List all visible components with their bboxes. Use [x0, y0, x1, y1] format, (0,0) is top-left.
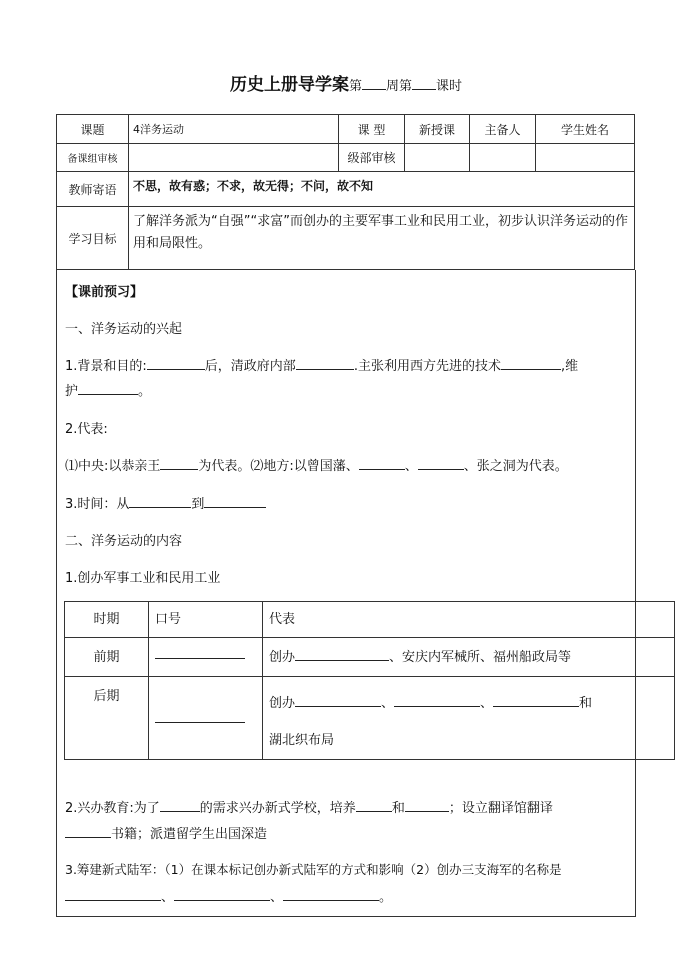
row1-rep: [263, 638, 675, 677]
q3-text-a: 3.时间：从: [65, 497, 130, 512]
topic-value: 4洋务运动: [129, 115, 339, 144]
edu-text-e: 书籍；派遣留学生出国深造: [111, 827, 268, 842]
q1-line-2: [65, 380, 151, 399]
blank-q3-1[interactable]: [129, 495, 191, 508]
review-value[interactable]: [129, 144, 339, 172]
col-slogan: 口号: [149, 602, 263, 638]
q2-text-b: 为代表。⑵地方:以曾国藩、: [198, 459, 359, 474]
row2-rep: [263, 677, 675, 760]
blank-q1-2[interactable]: [296, 357, 354, 370]
student-value[interactable]: [536, 144, 635, 172]
col-period: 时期: [65, 602, 149, 638]
preview-heading: 【课前预习】: [65, 285, 144, 300]
info-row-review: [57, 144, 635, 172]
industry-row-late: [65, 677, 675, 760]
blank-q1-3[interactable]: [501, 357, 561, 370]
blank-q1-4[interactable]: [78, 382, 138, 395]
blank-q2-3[interactable]: [418, 457, 464, 470]
q2-heading: 2.代表:: [65, 422, 108, 437]
q1-text-b: 后，清政府内部: [204, 359, 296, 374]
navy-text-b: 、: [161, 890, 175, 905]
blank-row2-1[interactable]: [295, 694, 381, 707]
blank-q1-1[interactable]: [147, 357, 205, 370]
q1-line: [65, 355, 578, 374]
title-main: 历史上册导学案: [229, 75, 349, 95]
blank-edu-3[interactable]: [405, 799, 449, 812]
goal-value: 了解洋务派为“自强”“求富”而创办的主要军事工业和民用工业，初步认识洋务运动的作用和局限性。: [129, 207, 635, 270]
row1-text-a: 创办: [269, 650, 296, 665]
blank-q2-1[interactable]: [160, 457, 198, 470]
info-row-topic: [57, 115, 635, 144]
week-suffix: 周第: [385, 79, 412, 94]
author-value[interactable]: [470, 144, 536, 172]
type-label: 课 型: [339, 115, 405, 144]
row2-text-d: 和: [579, 696, 593, 711]
q1-text-d: ,维: [560, 359, 579, 374]
row1-period: 前期: [65, 638, 149, 677]
blank-navy-1[interactable]: [65, 888, 161, 901]
edu-text-a: 2.兴办教育:为了: [65, 801, 160, 816]
blank-edu-2[interactable]: [356, 799, 392, 812]
period-suffix: 课时: [436, 79, 463, 94]
blank-row2-3[interactable]: [493, 694, 579, 707]
blank-navy-3[interactable]: [283, 888, 379, 901]
type-value: 新授课: [405, 115, 470, 144]
col-rep: 代表: [263, 602, 675, 638]
q3-line: [65, 493, 266, 512]
sub1-heading: 1.创办军事工业和民用工业: [65, 571, 221, 586]
q1-text-c: .主张利用西方先进的技术: [353, 359, 501, 374]
author-label: 主备人: [470, 115, 536, 144]
q2-text-d: 、张之洞为代表。: [463, 459, 568, 474]
review-label: 备课组审核: [57, 144, 129, 172]
industry-table: [64, 601, 675, 760]
row2-slogan: [149, 677, 263, 760]
navy-text-d: 。: [379, 890, 393, 905]
row1-text-b: 、安庆内军械所、福州船政局等: [389, 650, 572, 665]
edu-line: [65, 797, 553, 816]
q2-text-a: ⑴中央:以恭亲王: [65, 459, 161, 474]
q1-text-f: 。: [138, 384, 152, 399]
teacher-msg-label: 教师寄语: [57, 172, 129, 207]
info-row-message: [57, 172, 635, 207]
blank-row1-slogan[interactable]: [155, 646, 245, 659]
blank-navy-2[interactable]: [174, 888, 270, 901]
industry-header-row: [65, 602, 675, 638]
student-label: 学生姓名: [536, 115, 635, 144]
edu-line-2: [65, 823, 267, 842]
blank-edu-1[interactable]: [160, 799, 200, 812]
q1-text-a: 1.背景和目的:: [65, 359, 147, 374]
navy-line: 3.筹建新式陆军：（1）在课本标记创办新式陆军的方式和影响（2）创办三支海军的名称是: [65, 862, 562, 877]
q3-text-b: 到: [191, 497, 205, 512]
navy-text-c: 、: [270, 890, 284, 905]
blank-q2-2[interactable]: [359, 457, 405, 470]
section2-heading: 二、洋务运动的内容: [65, 534, 183, 549]
blank-week[interactable]: [362, 77, 386, 90]
edu-text-b: 的需求兴办新式学校，培养: [199, 801, 356, 816]
row1-slogan: [149, 638, 263, 677]
page-title: [0, 70, 692, 95]
teacher-msg-value: 不思，故有惑；不求，故无得；不问，故不知: [129, 172, 635, 207]
row2-text-c: 、: [480, 696, 494, 711]
dept-review-label: 级部审核: [339, 144, 405, 172]
navy-line-2: [65, 886, 392, 905]
row2-text-a: 创办: [269, 696, 296, 711]
week-prefix: 第: [348, 79, 362, 94]
q2-text-c: 、: [404, 459, 418, 474]
q1-text-e: 护: [65, 384, 79, 399]
blank-period[interactable]: [412, 77, 436, 90]
q2-line: [65, 455, 568, 474]
goal-label: 学习目标: [57, 207, 129, 270]
row2-period: 后期: [65, 677, 149, 760]
blank-row2-2[interactable]: [394, 694, 480, 707]
row2-text-e: 湖北织布局: [269, 733, 335, 748]
edu-text-d: ；设立翻译馆翻译: [448, 801, 553, 816]
blank-row2-slogan[interactable]: [155, 710, 245, 723]
info-row-goal: [57, 207, 635, 270]
section1-heading: 一、洋务运动的兴起: [65, 322, 183, 337]
blank-q3-2[interactable]: [204, 495, 266, 508]
info-table: [56, 114, 635, 270]
industry-row-early: [65, 638, 675, 677]
blank-edu-4[interactable]: [65, 825, 111, 838]
topic-label: 课题: [57, 115, 129, 144]
edu-text-c: 和: [391, 801, 405, 816]
blank-row1-rep[interactable]: [295, 648, 389, 661]
row2-text-b: 、: [381, 696, 395, 711]
dept-review-value[interactable]: [405, 144, 470, 172]
